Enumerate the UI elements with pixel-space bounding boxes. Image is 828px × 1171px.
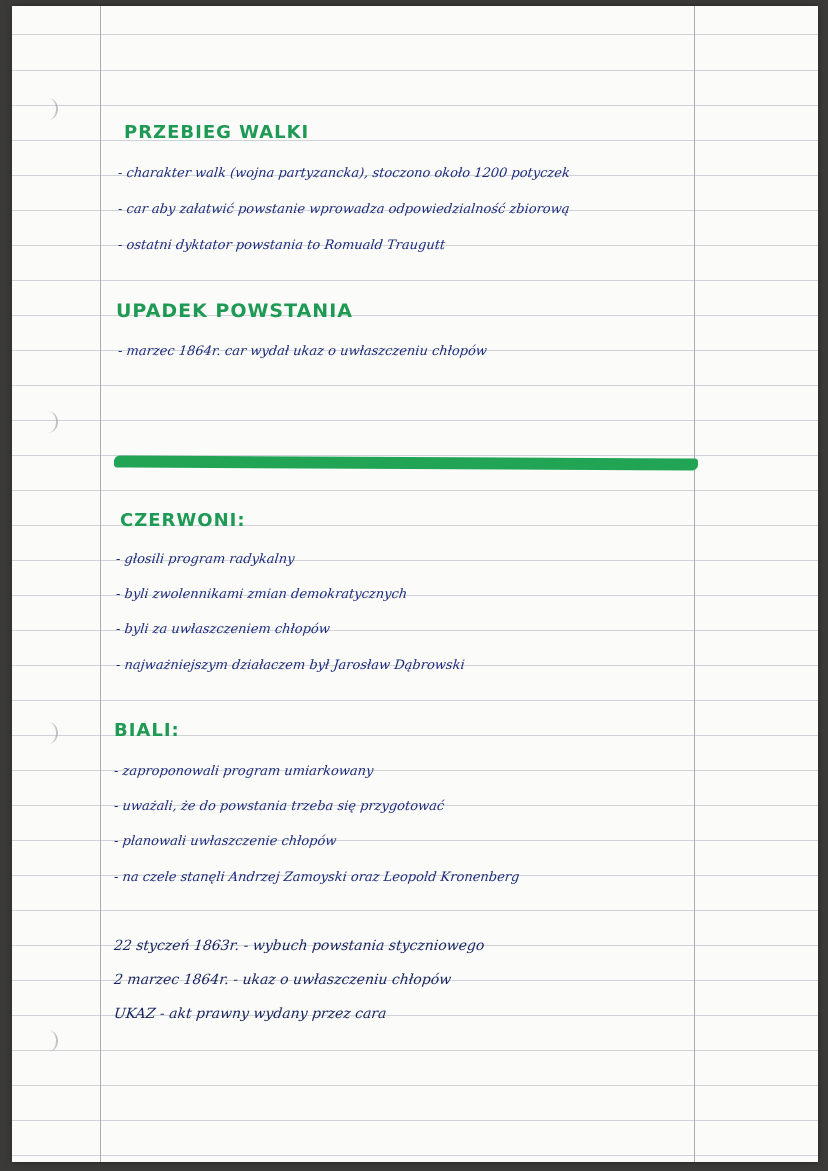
section-heading-czerwoni: CZERWONI: bbox=[120, 510, 246, 531]
binder-hole-mark bbox=[38, 722, 58, 744]
left-margin-line bbox=[100, 6, 101, 1162]
note-line: - marzec 1864r. car wydał ukaz o uwłaszczeniu chłopów bbox=[117, 344, 488, 359]
green-divider bbox=[114, 455, 698, 470]
note-line: - na czele stanęli Andrzej Zamoyski oraz Leopold Kronenberg bbox=[113, 870, 521, 885]
binder-hole-mark bbox=[38, 1030, 58, 1052]
section-heading-przebieg: PRZEBIEG WALKI bbox=[124, 122, 310, 143]
date-note: 22 styczeń 1863r. - wybuch powstania styczniowego bbox=[113, 938, 486, 954]
definition-note: UKAZ - akt prawny wydany przez cara bbox=[113, 1006, 388, 1022]
note-line: - uważali, że do powstania trzeba się przygotować bbox=[113, 799, 445, 814]
date-note: 2 marzec 1864r. - ukaz o uwłaszczeniu chłopów bbox=[113, 972, 452, 988]
note-line: - charakter walk (wojna partyzancka), stoczono około 1200 potyczek bbox=[117, 166, 571, 181]
section-heading-upadek: UPADEK POWSTANIA bbox=[116, 300, 353, 322]
right-margin-line bbox=[694, 6, 695, 1162]
note-line: - byli za uwłaszczeniem chłopów bbox=[115, 622, 331, 637]
note-line: - zaproponowali program umiarkowany bbox=[113, 764, 375, 779]
note-line: - planowali uwłaszczenie chłopów bbox=[113, 834, 338, 849]
note-line: - ostatni dyktator powstania to Romuald Traugutt bbox=[117, 238, 446, 253]
notebook-page bbox=[12, 6, 818, 1162]
binder-hole-mark bbox=[38, 98, 58, 120]
binder-hole-mark bbox=[38, 411, 58, 433]
note-line: - car aby załatwić powstanie wprowadza odpowiedzialność zbiorową bbox=[117, 202, 571, 217]
note-line: - głosili program radykalny bbox=[115, 552, 296, 567]
section-heading-biali: BIALI: bbox=[114, 720, 180, 741]
note-line: - najważniejszym działaczem był Jarosław Dąbrowski bbox=[115, 658, 466, 673]
note-line: - byli zwolennikami zmian demokratycznych bbox=[115, 587, 408, 602]
